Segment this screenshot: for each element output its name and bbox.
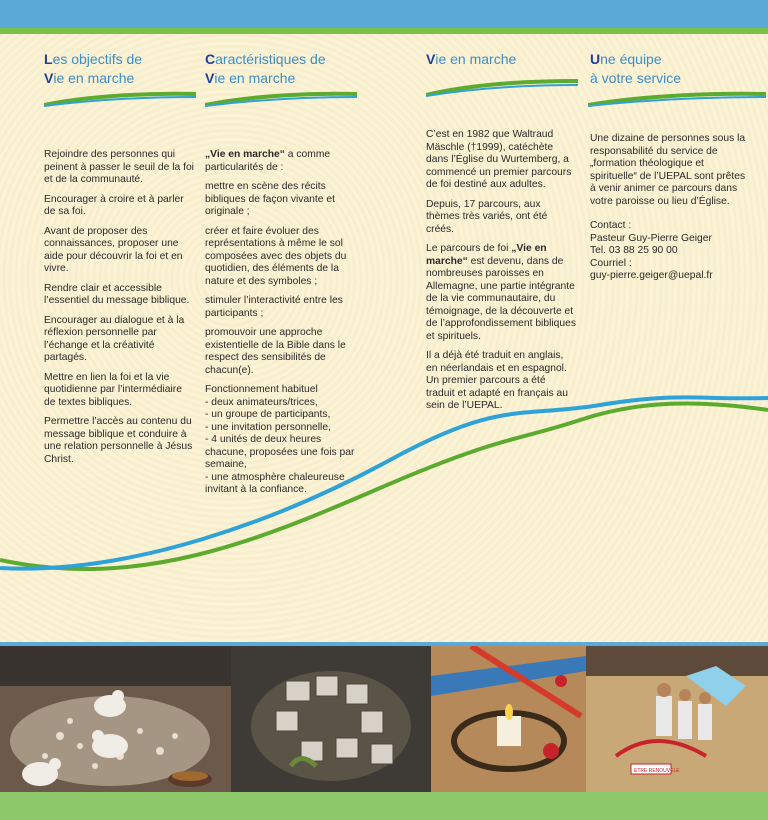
objectifs-text (44, 149, 196, 466)
fonctionnement-list: Fonctionnement habituel - deux animateurs/trices, - un groupe de participants, - une invitation personnelle, - 4 unités de deux heures chacune, proposées une fois par semaine, - une atmosphère chaleureuse invitant à la confiance. (205, 384, 355, 495)
heading-swoosh (205, 91, 357, 107)
photo-figures (586, 646, 768, 792)
paragraph: Permettre l’accès au contenu du message biblique et conduire à une relation personnelle à Jésus Christ. (44, 416, 193, 465)
paragraph: Depuis, 17 parcours, aux thèmes très variés, ont été créés. (426, 198, 548, 235)
column-vie (426, 50, 576, 420)
heading-objectifs: Les objectifs de Vie en marche (44, 51, 143, 86)
contact-tel: Tel. 03 88 25 90 00 (590, 245, 678, 256)
contact-email: guy-pierre.geiger@uepal.fr (590, 270, 713, 281)
paragraph: Avant de proposer des connaissances, proposer une aide pour découvrir la foi et en vivre. (44, 225, 183, 274)
paragraph: créer et faire évoluer des représentations à même le sol composées avec des objets du quotidien, des éléments de la nature et des symboles ; (205, 225, 347, 287)
column-objectifs (44, 50, 196, 473)
paragraph: stimuler l’interactivité entre les participants ; (205, 295, 343, 319)
contact-label: Contact : (590, 220, 632, 231)
vie-text (426, 129, 576, 413)
equipe-text (590, 133, 750, 283)
intro-paragraph: „Vie en marche“ a comme particularités de : (205, 149, 331, 173)
paragraph: C’est en 1982 que Waltraud Mäschle (†1999), catéchète dans l’Église du Wurtemberg, a commencé un premier parcours de foi destiné aux adultes. (426, 129, 572, 190)
paragraph: promouvoir une approche existentielle de la Bible dans le respect des sensibilités de chacun(e). (205, 327, 346, 376)
column-equipe (590, 50, 750, 283)
column-caracteristiques (205, 50, 355, 504)
heading-swoosh (426, 77, 578, 97)
photo-stones (231, 646, 431, 792)
paragraph: Encourager au dialogue et à la réflexion personnelle par l’échange et la créativité partagés. (44, 314, 185, 363)
courriel-label: Courriel : (590, 257, 632, 269)
photo-sign: ETRE RENOUVELE (634, 768, 680, 774)
bottom-green-band (0, 792, 768, 820)
photo-doves-pebbles (0, 646, 231, 792)
heading-vie: Vie en marche (426, 51, 517, 67)
paragraph: Une dizaine de personnes sous la responsabilité du service de „formation théologique et spirituelle“ de l’UEPAL sont prêtes à venir animer ce parcours dans votre paroisse ou lieu d’Église. (590, 133, 746, 207)
paragraph: Il a déjà été traduit en anglais, en néerlandais et en espagnol. Un premier parcours a été traduit et adapté en français au sein de l’UEPAL. (426, 350, 568, 411)
paragraph: Rendre clair et accessible l’essentiel du message biblique. (44, 282, 190, 306)
heading-caracteristiques: Caractéristiques de Vie en marche (205, 51, 326, 86)
paragraph: mettre en scène des récits bibliques de façon vivante et originale ; (205, 181, 335, 217)
paragraph: Rejoindre des personnes qui peinent à passer le seuil de la foi et de la communauté. (44, 149, 194, 185)
contact-name: Pasteur Guy-Pierre Geiger (590, 232, 712, 244)
paragraph: Encourager à croire et à parler de sa foi. (44, 193, 184, 217)
caracteristiques-text (205, 149, 355, 497)
heading-swoosh (44, 91, 196, 107)
paragraph: Mettre en lien la foi et la vie quotidienne par l’intermédiaire de textes bibliques. (44, 371, 182, 408)
paragraph: Le parcours de foi „Vie en marche“ est devenu, dans de nombreuses paroisses en Allemagne, une partie intégrante de la vie communautaire, du témoignage, de la découverte et de l’approfondissement bibliques et spirituels. (426, 243, 576, 342)
heading-swoosh (588, 91, 766, 107)
photo-candle-thorns (431, 646, 586, 792)
heading-equipe: Une équipe à votre service (590, 51, 682, 86)
photo-strip (0, 646, 768, 792)
